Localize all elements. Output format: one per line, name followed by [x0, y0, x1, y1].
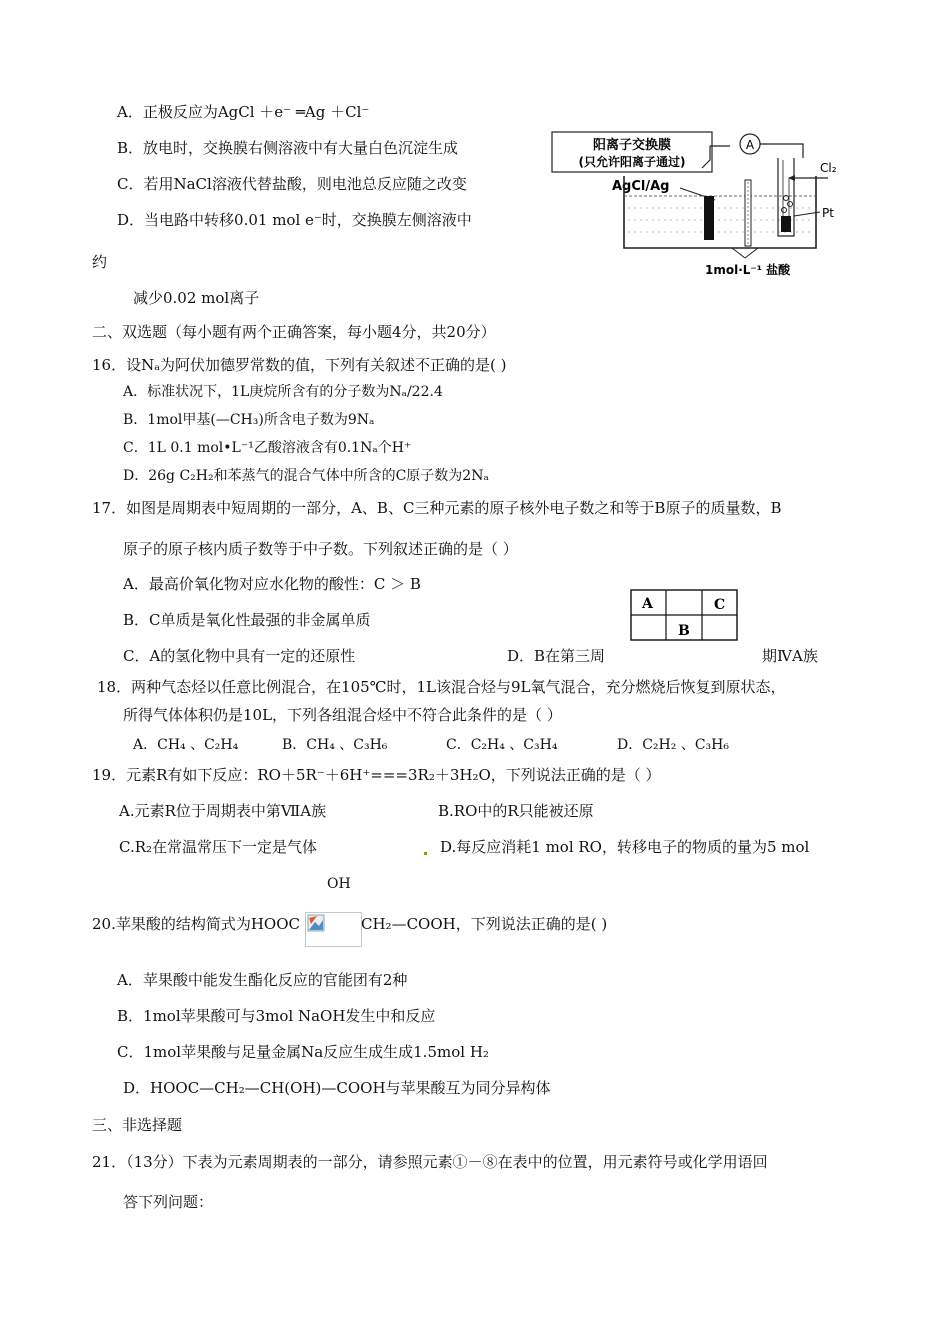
q17-stem: 17．如图是周期表中短周期的一部分，A、B、C三种元素的原子核外电子数之和等于B原子的质量数，B: [92, 499, 782, 517]
cell-c: C: [714, 597, 726, 613]
solution-label: 1mol·L⁻¹ 盐酸: [705, 263, 791, 277]
q15-option-d-cont2: 减少0.02 mol离子: [133, 289, 260, 307]
membrane-label: 阳离子交换膜: [592, 138, 672, 153]
q19-option-a: A.元素R位于周期表中第ⅦA族: [119, 802, 327, 820]
q15-option-c: C．若用NaCl溶液代替盐酸，则电池总反应随之改变: [117, 175, 467, 193]
electrode-left-label: AgCl/Ag: [612, 179, 670, 194]
q20-option-d: D．HOOC—CH₂—CH(OH)—COOH与苹果酸互为同分异构体: [123, 1079, 551, 1097]
q18-option-a: A．CH₄ 、C₂H₄: [133, 737, 239, 753]
ammeter-label: A: [745, 138, 755, 152]
q17-option-b: B．C单质是氧化性最强的非金属单质: [123, 611, 371, 629]
q16-option-c: C．1L 0.1 mol•L⁻¹乙酸溶液含有0.1Nₐ个H⁺: [123, 440, 412, 456]
q17-option-c: C．A的氢化物中具有一定的还原性: [123, 647, 356, 665]
q15-option-a: A．正极反应为AgCl ＋e⁻ ═Ag ＋Cl⁻: [117, 103, 370, 121]
q20-stem-cont: CH₂—COOH，下列说法正确的是( ): [361, 915, 608, 933]
battery-diagram: [540, 128, 840, 278]
q20-option-a: A．苹果酸中能发生酯化反应的官能团有2种: [117, 971, 408, 989]
q15-option-b: B．放电时，交换膜右侧溶液中有大量白色沉淀生成: [117, 139, 459, 157]
gas-label: Cl₂: [820, 161, 837, 175]
electrode-right-label: Pt: [822, 206, 834, 220]
q21-stem: 21．（13分）下表为元素周期表的一部分，请参照元素①－⑧在表中的位置，用元素符号或化学用语回: [92, 1153, 768, 1171]
q21-stem-cont: 答下列问题：: [123, 1193, 214, 1211]
cell-b: B: [678, 623, 690, 639]
q20-oh-label: OH: [327, 876, 351, 892]
q16-option-b: B．1mol甲基(—CH₃)所含电子数为9Nₐ: [123, 412, 375, 428]
q15-option-d: D．当电路中转移0.01 mol e⁻时，交换膜左侧溶液中: [117, 211, 472, 229]
section-3-heading: 三、非选择题: [92, 1116, 183, 1134]
q18-option-b: B．CH₄ 、C₃H₆: [282, 737, 388, 753]
q17-stem-cont: 原子的原子核内质子数等于中子数。下列叙述正确的是（ ）: [123, 540, 518, 558]
q19-stem: 19．元素R有如下反应：RO＋5R⁻＋6H⁺===3R₂＋3H₂O，下列说法正确的是（ ）: [92, 766, 661, 784]
membrane-label-note: (只允许阳离子通过): [578, 155, 686, 169]
q19-option-b: B.RO中的R只能被还原: [438, 802, 594, 820]
cell-a: A: [642, 596, 653, 612]
structure-image-placeholder: [305, 912, 362, 947]
q18-option-d: D．C₂H₂ 、C₃H₆: [617, 737, 729, 753]
q20-stem: 20.苹果酸的结构简式为HOOC: [92, 915, 301, 933]
q18-stem: 18．两种气态烃以任意比例混合，在105℃时，1L该混合烃与9L氧气混合，充分燃烧后恢复到原状态，: [97, 678, 786, 696]
q20-option-c: C．1mol苹果酸与足量金属Na反应生成生成1.5mol H₂: [117, 1043, 489, 1061]
q20-option-b: B．1mol苹果酸可与3mol NaOH发生中和反应: [117, 1007, 436, 1025]
q19-option-d: D.每反应消耗1 mol RO，转移电子的物质的量为5 mol: [440, 838, 810, 856]
periodic-table-fragment: [630, 589, 738, 641]
q16-option-a: A．标准状况下，1L庚烷所含有的分子数为Nₐ/22.4: [123, 384, 443, 400]
broken-image-icon: [307, 914, 327, 934]
section-2-heading: 二、双选题（每小题有两个正确答案，每小题4分，共20分）: [92, 323, 496, 341]
q18-stem-cont: 所得气体体积仍是10L，下列各组混合烃中不符合此条件的是（ ）: [123, 706, 562, 724]
q19-option-c: C.R₂在常温常压下一定是气体: [119, 838, 318, 856]
q15-option-d-cont: 约: [92, 253, 108, 271]
q16-stem: 16．设Nₐ为阿伏加德罗常数的值，下列有关叙述不正确的是( ): [92, 356, 507, 374]
q17-option-d: D．B在第三周: [507, 647, 606, 665]
q17-option-d-cont: 期ⅣA族: [762, 647, 818, 665]
speck-mark: [424, 852, 427, 855]
q18-option-c: C．C₂H₄ 、C₃H₄: [446, 737, 558, 753]
q17-option-a: A．最高价氧化物对应水化物的酸性：C ＞ B: [123, 575, 421, 593]
q16-option-d: D．26g C₂H₂和苯蒸气的混合气体中所含的C原子数为2Nₐ: [123, 468, 489, 484]
